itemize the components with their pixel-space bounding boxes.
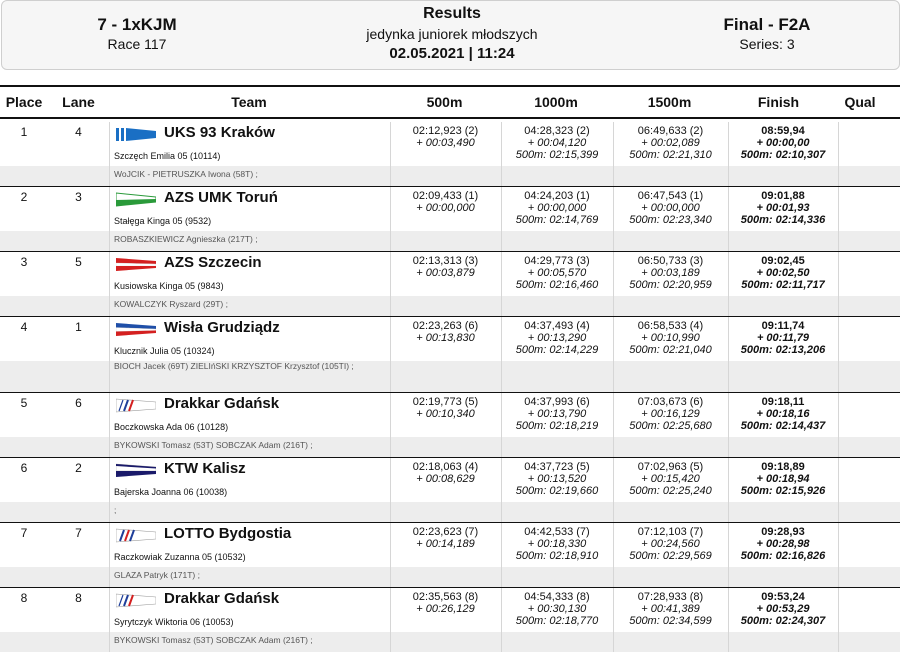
finish-pace: 500m: 02:24,307 [740, 615, 826, 627]
qual-cell [838, 122, 900, 186]
qual-cell [838, 252, 900, 316]
col-qual: Qual [844, 94, 876, 110]
athlete-name: Szczęch Emilia 05 (10114) [114, 151, 221, 161]
finish-cell [728, 393, 838, 457]
split-1500m-diff: + 00:00,000 [641, 202, 700, 214]
split-1000m-time: 04:37,993 (6) [524, 396, 590, 408]
club-flag-icon [116, 398, 156, 413]
split-500m-cell [390, 317, 501, 392]
finish-cell [728, 122, 838, 186]
finish-pace: 500m: 02:11,717 [741, 279, 825, 291]
split-1000m-pace: 500m: 02:18,910 [515, 550, 599, 562]
split-500m-diff: + 00:13,830 [416, 332, 475, 344]
team-name: Wisła Grudziądz [164, 319, 280, 336]
split-500m-time: 02:19,773 (5) [412, 396, 479, 408]
split-1000m-diff: + 00:13,290 [527, 332, 587, 344]
place-value: 7 [20, 526, 28, 540]
table-row [0, 252, 900, 317]
team-cell [110, 187, 390, 251]
split-1000m-diff: + 00:18,330 [527, 538, 587, 550]
split-1000m-cell [501, 252, 613, 316]
athlete-name: Kusiowska Kinga 05 (9843) [114, 281, 224, 291]
finish-time: 09:02,45 [761, 255, 805, 267]
split-1500m-pace: 500m: 02:23,340 [629, 214, 712, 226]
team-name: Drakkar Gdańsk [164, 395, 280, 412]
team-cell [110, 122, 390, 186]
split-1500m-time: 06:58,533 (4) [637, 320, 704, 332]
lane-value: 5 [75, 255, 82, 269]
split-500m-cell [390, 122, 501, 186]
table-row [0, 317, 900, 393]
coach-names: KOWALCZYK Ryszard (29T) ; [114, 299, 228, 309]
finish-diff: + 00:53,29 [756, 603, 810, 615]
coach-names: WoJCIK - PIETRUSZKA Iwona (58T) ; [114, 169, 258, 179]
split-1500m-pace: 500m: 02:29,569 [629, 550, 712, 562]
split-1500m-time: 06:47,543 (1) [637, 190, 704, 202]
club-flag-icon [116, 463, 156, 478]
col-lane: Lane [62, 94, 95, 110]
place-value: 3 [20, 255, 28, 269]
finish-diff: + 00:28,98 [756, 538, 810, 550]
split-500m-time: 02:23,263 (6) [412, 320, 479, 332]
qual-cell [838, 588, 900, 652]
team-cell [110, 393, 390, 457]
club-flag-icon [116, 322, 156, 337]
split-1000m-cell [501, 588, 613, 652]
finish-diff: + 00:18,94 [756, 473, 810, 485]
split-1500m-pace: 500m: 02:20,959 [629, 279, 712, 291]
event-info [62, 15, 212, 52]
event-datetime: 02.05.2021 | 11:24 [389, 45, 515, 62]
title-block [302, 5, 602, 62]
split-500m-cell [390, 393, 501, 457]
club-flag-icon [116, 593, 156, 608]
split-1500m-diff: + 00:10,990 [641, 332, 700, 344]
split-1500m-pace: 500m: 02:34,599 [629, 615, 712, 627]
split-500m-time: 02:23,623 (7) [412, 526, 479, 538]
split-1000m-cell [501, 187, 613, 251]
split-500m-time: 02:13,313 (3) [412, 255, 479, 267]
split-1500m-diff: + 00:16,129 [641, 408, 700, 420]
lane-value: 8 [75, 591, 82, 605]
athlete-name: Stałęga Kinga 05 (9532) [114, 216, 212, 226]
finish-time: 09:18,89 [761, 461, 805, 473]
split-1500m-diff: + 00:24,560 [641, 538, 700, 550]
athlete-name: Raczkowiak Zuzanna 05 (10532) [114, 552, 246, 562]
split-1500m-time: 07:28,933 (8) [637, 591, 704, 603]
split-1000m-pace: 500m: 02:18,219 [515, 420, 599, 432]
split-1500m-cell [613, 187, 728, 251]
split-1500m-cell [613, 252, 728, 316]
lane-value: 4 [75, 125, 82, 139]
finish-cell [728, 252, 838, 316]
team-name: LOTTO Bydgostia [164, 525, 292, 542]
split-1500m-cell [613, 122, 728, 186]
split-1000m-diff: + 00:04,120 [527, 137, 587, 149]
split-1000m-pace: 500m: 02:16,460 [515, 279, 599, 291]
finish-time: 09:01,88 [761, 190, 805, 202]
event-code: 7 - 1xKJM [97, 15, 177, 34]
split-1000m-time: 04:54,333 (8) [524, 591, 590, 603]
finish-diff: + 00:00,00 [756, 137, 810, 149]
split-1500m-diff: + 00:41,389 [641, 603, 700, 615]
col-team: Team [231, 94, 267, 110]
split-1500m-pace: 500m: 02:25,680 [629, 420, 712, 432]
phase-info [692, 15, 842, 52]
team-cell [110, 588, 390, 652]
split-1000m-time: 04:37,723 (5) [524, 461, 590, 473]
table-row [0, 393, 900, 458]
finish-time: 09:53,24 [761, 591, 805, 603]
athlete-name: Bajerska Joanna 06 (10038) [114, 487, 228, 497]
split-500m-diff: + 00:14,189 [416, 538, 475, 550]
phase-name: Final - F2A [723, 15, 811, 34]
finish-diff: + 00:01,93 [756, 202, 810, 214]
team-cell [110, 252, 390, 316]
split-500m-diff: + 00:00,000 [416, 202, 475, 214]
split-500m-time: 02:35,563 (8) [412, 591, 479, 603]
athlete-name: Boczkowska Ada 06 (10128) [114, 422, 229, 432]
split-1000m-cell [501, 458, 613, 522]
split-1500m-time: 07:02,963 (5) [637, 461, 704, 473]
results-table [0, 122, 900, 652]
split-1500m-cell [613, 393, 728, 457]
split-1000m-pace: 500m: 02:14,229 [515, 344, 599, 356]
finish-pace: 500m: 02:14,336 [740, 214, 826, 226]
table-row [0, 187, 900, 252]
place-value: 2 [20, 190, 28, 204]
col-1000m: 1000m [534, 94, 578, 110]
split-1000m-diff: + 00:05,570 [527, 267, 587, 279]
coach-names: ROBASZKIEWICZ Agnieszka (217T) ; [114, 234, 258, 244]
split-500m-cell [390, 252, 501, 316]
split-1000m-cell [501, 393, 613, 457]
split-1500m-diff: + 00:15,420 [641, 473, 700, 485]
split-1000m-cell [501, 317, 613, 392]
col-500m: 500m [426, 94, 463, 110]
split-1000m-time: 04:42,533 (7) [524, 526, 590, 538]
split-1000m-pace: 500m: 02:15,399 [515, 149, 599, 161]
team-name: KTW Kalisz [164, 460, 246, 477]
coach-names: BYKOWSKI Tomasz (53T) SOBCZAK Adam (216T) ; [114, 635, 313, 645]
split-1000m-diff: + 00:00,000 [527, 202, 587, 214]
qual-cell [838, 458, 900, 522]
club-flag-icon [116, 528, 156, 543]
finish-cell [728, 187, 838, 251]
team-name: AZS UMK Toruń [164, 189, 278, 206]
table-row [0, 588, 900, 652]
results-header [1, 0, 900, 70]
table-row [0, 458, 900, 523]
event-subtitle: jedynka juniorek młodszych [366, 26, 538, 42]
split-1000m-cell [501, 523, 613, 587]
split-1500m-pace: 500m: 02:21,310 [629, 149, 712, 161]
qual-cell [838, 317, 900, 392]
lane-value: 6 [75, 396, 82, 410]
finish-cell [728, 317, 838, 392]
coach-names: GLAZA Patryk (171T) ; [114, 570, 200, 580]
club-flag-icon [116, 257, 156, 272]
split-1000m-cell [501, 122, 613, 186]
split-1500m-time: 06:49,633 (2) [637, 125, 704, 137]
split-1500m-pace: 500m: 02:25,240 [629, 485, 712, 497]
split-500m-diff: + 00:08,629 [416, 473, 475, 485]
team-cell [110, 523, 390, 587]
place-value: 1 [20, 125, 28, 139]
finish-diff: + 00:02,50 [756, 267, 810, 279]
split-500m-cell [390, 588, 501, 652]
finish-pace: 500m: 02:13,206 [740, 344, 826, 356]
finish-pace: 500m: 02:10,307 [740, 149, 826, 161]
split-1000m-time: 04:28,323 (2) [524, 125, 590, 137]
split-1500m-cell [613, 523, 728, 587]
col-place: Place [5, 94, 43, 110]
split-500m-cell [390, 187, 501, 251]
finish-cell [728, 523, 838, 587]
race-number: Race 117 [107, 36, 167, 52]
place-value: 4 [20, 320, 28, 334]
finish-pace: 500m: 02:16,826 [740, 550, 826, 562]
split-500m-cell [390, 523, 501, 587]
split-1000m-pace: 500m: 02:19,660 [515, 485, 599, 497]
split-1500m-diff: + 00:03,189 [641, 267, 700, 279]
finish-time: 09:28,93 [761, 526, 805, 538]
qual-cell [838, 187, 900, 251]
split-500m-time: 02:12,923 (2) [412, 125, 479, 137]
table-row [0, 122, 900, 187]
lane-value: 1 [75, 320, 82, 334]
split-1500m-time: 06:50,733 (3) [637, 255, 704, 267]
split-500m-cell [390, 458, 501, 522]
team-name: UKS 93 Kraków [164, 124, 275, 141]
finish-pace: 500m: 02:14,437 [740, 420, 826, 432]
table-row [0, 523, 900, 588]
split-1000m-time: 04:29,773 (3) [524, 255, 590, 267]
split-1500m-cell [613, 588, 728, 652]
split-1000m-pace: 500m: 02:18,770 [515, 615, 599, 627]
finish-pace: 500m: 02:15,926 [740, 485, 826, 497]
split-1000m-time: 04:24,203 (1) [524, 190, 590, 202]
split-500m-diff: + 00:03,490 [416, 137, 475, 149]
team-cell [110, 458, 390, 522]
coach-names: BYKOWSKI Tomasz (53T) SOBCZAK Adam (216T) ; [114, 440, 313, 450]
qual-cell [838, 523, 900, 587]
finish-cell [728, 458, 838, 522]
place-value: 6 [20, 461, 28, 475]
lane-value: 2 [75, 461, 82, 475]
split-1000m-diff: + 00:30,130 [527, 603, 587, 615]
lane-value: 3 [75, 190, 82, 204]
finish-cell [728, 588, 838, 652]
team-name: AZS Szczecin [164, 254, 262, 271]
split-1000m-diff: + 00:13,520 [527, 473, 587, 485]
split-500m-time: 02:09,433 (1) [412, 190, 479, 202]
athlete-name: Syrytczyk Wiktoria 06 (10053) [114, 617, 234, 627]
split-1500m-diff: + 00:02,089 [641, 137, 700, 149]
split-1000m-pace: 500m: 02:14,769 [515, 214, 599, 226]
split-1500m-pace: 500m: 02:21,040 [629, 344, 712, 356]
split-1500m-time: 07:03,673 (6) [637, 396, 704, 408]
coach-names: BIOCH Jacek (69T) ZIELIńSKI KRZYSZTOF Krzysztof (105TI) ; [114, 361, 354, 371]
split-1000m-diff: + 00:13,790 [527, 408, 587, 420]
finish-time: 08:59,94 [761, 125, 805, 137]
finish-diff: + 00:11,79 [756, 332, 810, 344]
qual-cell [838, 393, 900, 457]
split-500m-time: 02:18,063 (4) [412, 461, 479, 473]
club-flag-icon [116, 192, 156, 207]
split-500m-diff: + 00:10,340 [416, 408, 475, 420]
col-1500m: 1500m [647, 94, 692, 110]
coach-names: ; [114, 505, 117, 515]
col-finish: Finish [757, 94, 800, 110]
split-500m-diff: + 00:26,129 [416, 603, 475, 615]
series-number: Series: 3 [739, 36, 795, 52]
split-1000m-time: 04:37,493 (4) [524, 320, 590, 332]
split-500m-diff: + 00:03,879 [416, 267, 475, 279]
page-title: Results [423, 5, 481, 22]
lane-value: 7 [75, 526, 82, 540]
team-name: Drakkar Gdańsk [164, 590, 280, 607]
club-flag-icon [116, 127, 156, 142]
place-value: 8 [20, 591, 28, 605]
split-1500m-cell [613, 458, 728, 522]
split-1500m-cell [613, 317, 728, 392]
split-1500m-time: 07:12,103 (7) [637, 526, 704, 538]
place-value: 5 [20, 396, 28, 410]
athlete-name: Klucznik Julia 05 (10324) [114, 346, 215, 356]
finish-time: 09:11,74 [761, 320, 805, 332]
finish-diff: + 00:18,16 [756, 408, 810, 420]
table-header [0, 85, 900, 119]
finish-time: 09:18,11 [761, 396, 805, 408]
team-cell [110, 317, 390, 392]
